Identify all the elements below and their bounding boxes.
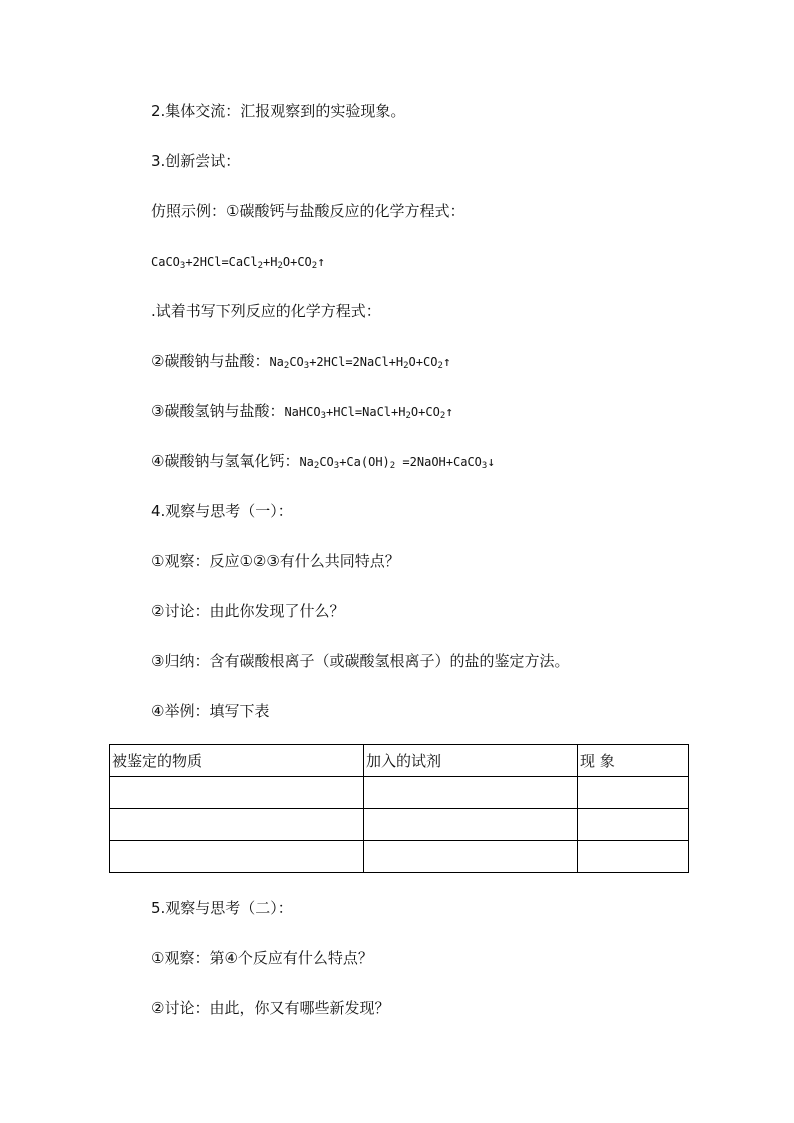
- equation-formula: $NaHCO_3+HCl=NaCl+H_2O+CO_2↑$: [284, 405, 454, 421]
- text-line-example-intro: 仿照示例：①碳酸钙与盐酸反应的化学方程式：: [151, 202, 465, 220]
- table-cell-empty[interactable]: [578, 809, 689, 841]
- precipitate-arrow-icon: ↓: [487, 455, 496, 470]
- gas-arrow-icon: ↑: [442, 355, 451, 370]
- equation-label: ④碳酸钠与氢氧化钙：: [151, 452, 300, 470]
- table-row: [110, 841, 689, 873]
- text-line-collective-exchange: 2.集体交流：汇报观察到的实验现象。: [151, 102, 406, 120]
- identification-table: [109, 744, 689, 873]
- equation-formula: $Na_2CO_3+Ca(OH)_2$ =2NaOH+CaCO$_3$↓: [299, 455, 496, 471]
- equation-line-sodium-carbonate-hcl: [151, 351, 451, 373]
- table-row: [110, 809, 689, 841]
- text-line-example-table: ④举例：填写下表: [151, 702, 270, 720]
- text-line-observe-reaction-4: ①观察：第④个反应有什么特点？: [151, 949, 373, 967]
- text-line-observe: ①观察：反应①②③有什么共同特点？: [151, 552, 400, 570]
- gas-arrow-icon: ↑: [445, 405, 454, 420]
- equation-line-sodium-bicarbonate-hcl: [151, 401, 453, 423]
- table-cell-empty[interactable]: [578, 841, 689, 873]
- text-line-discuss-new-findings: ②讨论：由此，你又有哪些新发现？: [151, 999, 390, 1017]
- text-line-discuss: ②讨论：由此你发现了什么？: [151, 602, 345, 620]
- table-header-row: [110, 745, 689, 777]
- table-cell-empty[interactable]: [578, 777, 689, 809]
- equation-line-sodium-carbonate-calcium-hydroxide: [151, 451, 495, 473]
- gas-arrow-icon: ↑: [317, 255, 326, 270]
- table-cell-empty[interactable]: [364, 777, 578, 809]
- table-header-phenomenon: 现 象: [578, 745, 689, 777]
- table-cell-empty[interactable]: [110, 841, 364, 873]
- equation-formula: $Na_2CO_3+2HCl=2NaCl+H_2O+CO_2↑$: [269, 355, 451, 371]
- table-cell-empty[interactable]: [364, 809, 578, 841]
- equation-label: ③碳酸氢钠与盐酸：: [151, 402, 285, 420]
- table-cell-empty[interactable]: [110, 809, 364, 841]
- text-line-observe-think-1: 4.观察与思考（一）：: [151, 502, 293, 520]
- equation-calcium-carbonate: $CaCO_3+2HCl=CaCl_2+H_2O+CO_2↑$: [151, 255, 326, 271]
- table-header-substance: 被鉴定的物质: [110, 745, 364, 777]
- text-line-observe-think-2: 5.观察与思考（二）：: [151, 899, 293, 917]
- table-cell-empty[interactable]: [110, 777, 364, 809]
- table-row: [110, 777, 689, 809]
- text-line-innovation-attempt: 3.创新尝试：: [151, 152, 241, 170]
- table-header-reagent: 加入的试剂: [364, 745, 578, 777]
- text-line-try-writing: .试着书写下列反应的化学方程式：: [151, 302, 381, 320]
- text-line-summarize: ③归纳：含有碳酸根离子（或碳酸氢根离子）的盐的鉴定方法。: [151, 652, 570, 670]
- table-cell-empty[interactable]: [364, 841, 578, 873]
- equation-label: ②碳酸钠与盐酸：: [151, 352, 270, 370]
